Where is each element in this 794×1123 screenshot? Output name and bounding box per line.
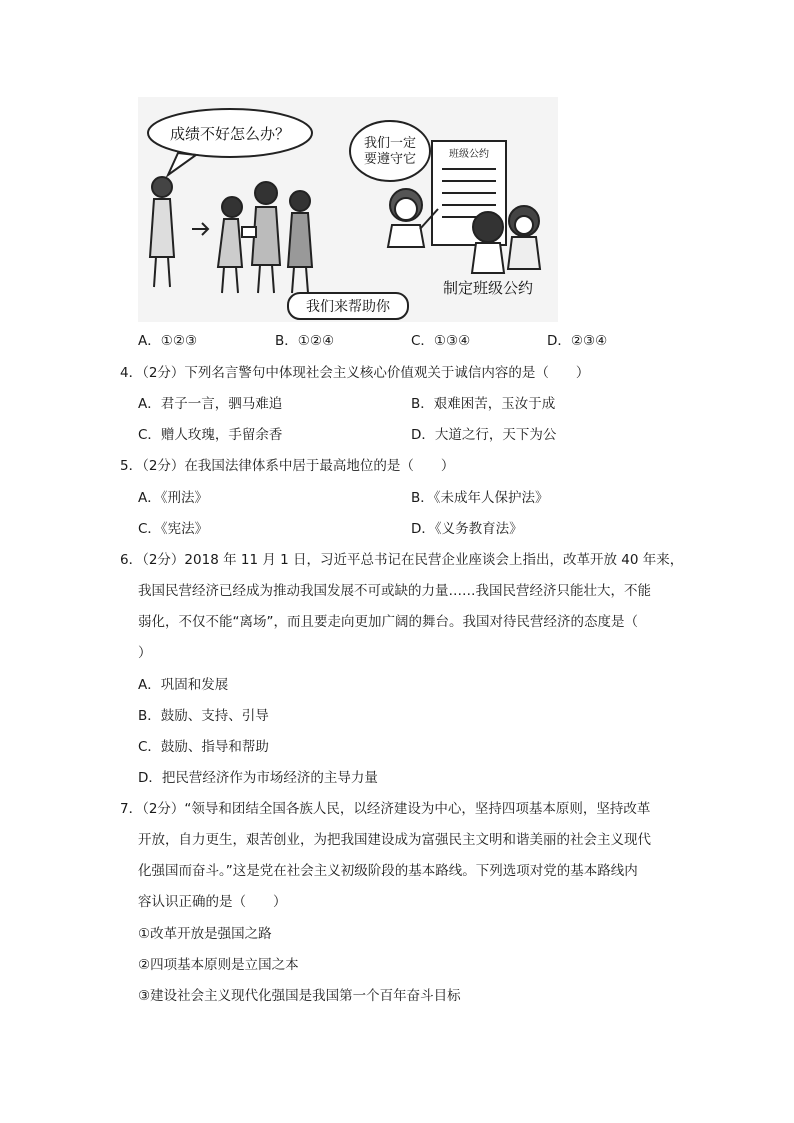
q7-statement-2: ②四项基本原则是立国之本 — [138, 957, 299, 973]
q7-stem-line4: 容认识正确的是（ ） — [138, 894, 287, 910]
q5-option-a: A．《刑法》 — [138, 490, 208, 506]
q6-stem-line1: 6．（2分）2018 年 11 月 1 日，习近平总书记在民营企业座谈会上指出，改革开放 40 年来， — [120, 552, 684, 568]
q5-option-d: D．《义务教育法》 — [411, 521, 523, 537]
lonely-student-figure — [150, 177, 174, 287]
q7-statement-3: ③建设社会主义现代化强国是我国第一个百年奋斗目标 — [138, 988, 461, 1004]
q6-option-b: B．鼓励、支持、引导 — [138, 708, 269, 724]
q6-stem-line3: 弱化，不仅不能“离场”，而且要走向更加广阔的舞台。我国对待民营经济的态度是（ — [138, 614, 638, 630]
q4-option-a: A．君子一言，驷马难追 — [138, 396, 283, 412]
q6-stem-line2: 我国民营经济已经成为推动我国发展不可或缺的力量……我国民营经济只能壮大，不能 — [138, 583, 651, 599]
presenting-student-figure — [388, 189, 438, 247]
q3-option-c: C．①③④ — [411, 333, 471, 349]
q3-option-a: A．①②③ — [138, 333, 198, 349]
q7-stem-line2: 开放，自力更生，艰苦创业，为把我国建设成为富强民主文明和谐美丽的社会主义现代 — [138, 832, 651, 848]
bubble-right-text-line1: 我们一定 — [363, 136, 417, 151]
q4-stem: 4．（2分）下列名言警句中体现社会主义核心价值观关于诚信内容的是（ ） — [120, 365, 590, 381]
q7-stem-line1: 7．（2分）“领导和团结全国各族人民，以经济建设为中心，坚持四项基本原则，坚持改革 — [120, 801, 651, 817]
poster-title: 班级公约 — [449, 149, 489, 160]
q4-option-b: B．艰难困苦，玉汝于成 — [411, 396, 556, 412]
q7-statement-1: ①改革开放是强国之路 — [138, 926, 272, 942]
q6-option-a: A．巩固和发展 — [138, 677, 229, 693]
q5-option-c: C．《宪法》 — [138, 521, 209, 537]
bubble-bottom-text: 我们来帮助你 — [306, 299, 390, 315]
helping-students-group — [218, 182, 312, 293]
bubble-right-text-line2: 要遵守它 — [363, 152, 417, 167]
figure-caption: 制定班级公约 — [442, 279, 534, 297]
q5-stem: 5．（2分）在我国法律体系中居于最高地位的是（ ） — [120, 458, 455, 474]
q6-option-c: C．鼓励、指导和帮助 — [138, 739, 269, 755]
q6-option-d: D．把民营经济作为市场经济的主导力量 — [138, 770, 378, 786]
q4-option-d: D．大道之行，天下为公 — [411, 427, 557, 443]
arrow-icon — [192, 223, 208, 235]
right-speech-bubble — [350, 121, 430, 181]
cartoon-figure — [138, 97, 558, 322]
q3-option-b: B．①②④ — [275, 333, 335, 349]
q6-stem-line4: ） — [138, 645, 152, 661]
q5-option-b: B．《未成年人保护法》 — [411, 490, 549, 506]
q7-stem-line3: 化强国而奋斗。”这是党在社会主义初级阶段的基本路线。下列选项对党的基本路线内 — [138, 863, 638, 879]
q4-option-c: C．赠人玫瑰，手留余香 — [138, 427, 283, 443]
cartoon-illustration — [138, 97, 558, 322]
q3-option-d: D．②③④ — [547, 333, 608, 349]
bubble-left-text: 成绩不好怎么办？ — [169, 125, 291, 143]
